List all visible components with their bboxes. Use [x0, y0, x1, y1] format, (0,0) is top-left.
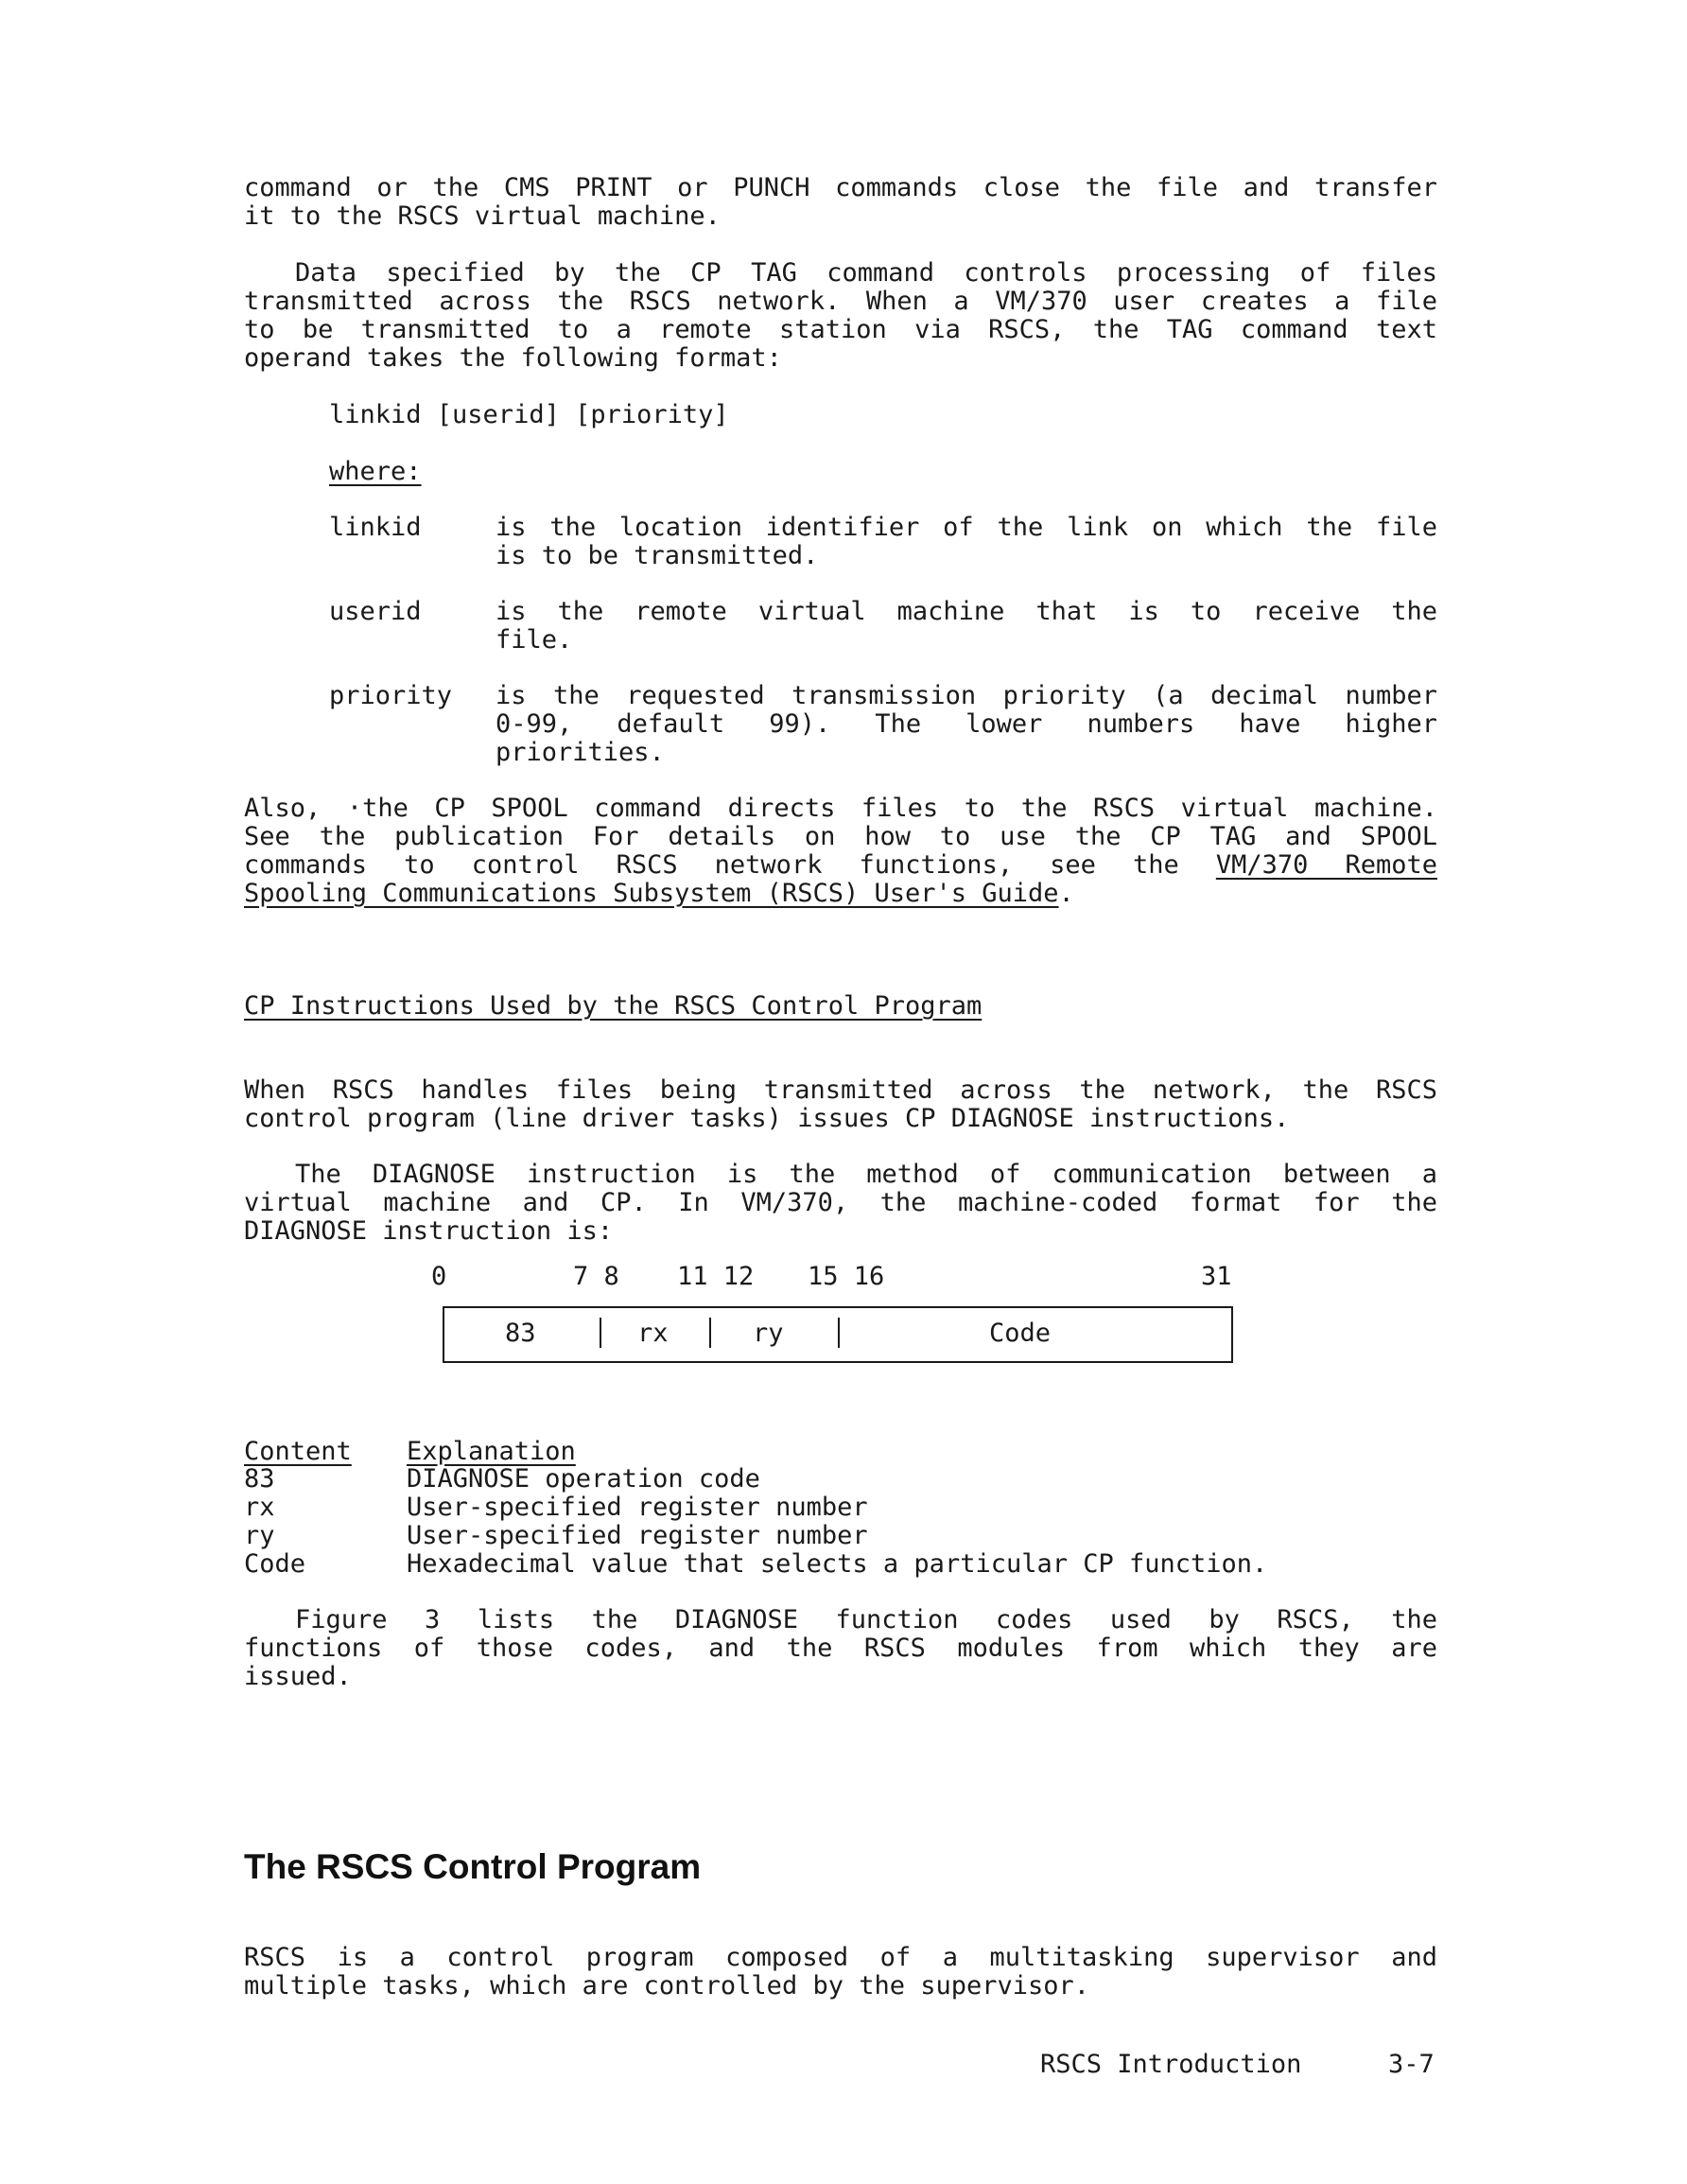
field-separator-2 — [709, 1318, 711, 1348]
field-opcode: 83 — [505, 1319, 536, 1348]
tag-format-line: linkid [userid] [priority] — [329, 400, 729, 429]
operand-def-priority-line-1: is the requested transmission priority (a decimal number — [496, 681, 1437, 710]
diagnose-paragraph-line-3: DIAGNOSE instruction is: — [244, 1216, 614, 1246]
rscs-handles-line-1: When RSCS handles files being transmitted across the network, the RSCS — [244, 1075, 1437, 1105]
tag-paragraph-line-4: operand takes the following format: — [244, 343, 782, 373]
table-header-content: Content — [244, 1437, 352, 1466]
figure-paragraph-line-1: Figure 3 lists the DIAGNOSE function codes used by RSCS, the — [295, 1605, 1437, 1634]
table-cell-explanation: User-specified register number — [407, 1493, 868, 1522]
operand-def-userid-line-1: is the remote virtual machine that is to receive the — [496, 597, 1437, 626]
operand-term-userid: userid — [329, 597, 422, 626]
cp-instructions-heading: CP Instructions Used by the RSCS Control Program — [244, 991, 983, 1021]
tag-paragraph-line-3: to be transmitted to a remote station via RSCS, the TAG command text — [244, 315, 1437, 344]
table-cell-content: Code — [244, 1549, 306, 1579]
spool-paragraph-line-2: See the publication For details on how to use the CP TAG and SPOOL — [244, 822, 1437, 851]
bit-label-7-8: 7 8 — [573, 1262, 619, 1291]
tag-paragraph-line-1: Data specified by the CP TAG command controls processing of files — [295, 258, 1437, 288]
spool-paragraph-line-4 — [244, 880, 1074, 908]
table-cell-explanation: Hexadecimal value that selects a particular CP function. — [407, 1549, 1268, 1579]
bit-label-11-12: 11 12 — [677, 1262, 755, 1291]
footer-page-number: 3-7 — [1388, 2050, 1435, 2079]
table-cell-content: ry — [244, 1521, 275, 1550]
field-ry: ry — [753, 1319, 784, 1348]
table-cell-content: rx — [244, 1493, 275, 1522]
spool-line-4-suffix: . — [1058, 879, 1074, 908]
control-paragraph-line-2: multiple tasks, which are controlled by the supervisor. — [244, 1971, 1090, 2001]
publication-title-part-1: VM/370 Remote — [1215, 850, 1437, 880]
table-cell-content: 83 — [244, 1464, 275, 1494]
operand-term-linkid: linkid — [329, 513, 422, 542]
section-heading: The RSCS Control Program — [244, 1847, 702, 1886]
operand-def-linkid-line-1: is the location identifier of the link on which the file — [496, 513, 1437, 542]
tag-paragraph-line-2: transmitted across the RSCS network. When a VM/370 user creates a file — [244, 287, 1437, 316]
control-paragraph-line-1: RSCS is a control program composed of a multitasking supervisor and — [244, 1943, 1437, 1972]
operand-def-userid-line-2: file. — [496, 625, 573, 655]
operand-def-priority-line-2: 0-99, default 99). The lower numbers have higher — [496, 709, 1437, 739]
publication-title-part-2: Spooling Communications Subsystem (RSCS) User's Guide — [244, 879, 1059, 908]
bit-label-0: 0 — [431, 1262, 447, 1291]
bit-label-31: 31 — [1201, 1262, 1232, 1291]
bit-label-15-16: 15 16 — [808, 1262, 885, 1291]
spool-paragraph-line-3 — [244, 851, 1437, 880]
table-cell-explanation: User-specified register number — [407, 1521, 868, 1550]
table-header-explanation: Explanation — [407, 1437, 576, 1466]
intro-line-1: command or the CMS PRINT or PUNCH commands close the file and transfer — [244, 173, 1437, 202]
footer-section-title: RSCS Introduction — [1040, 2050, 1302, 2079]
diagnose-format-diagram — [431, 1263, 1244, 1376]
diagnose-paragraph-line-1: The DIAGNOSE instruction is the method of communication between a — [295, 1160, 1437, 1189]
operand-def-priority-line-3: priorities. — [496, 738, 665, 767]
intro-line-2: it to the RSCS virtual machine. — [244, 201, 721, 231]
where-label: where: — [329, 457, 422, 486]
operand-term-priority: priority — [329, 681, 453, 710]
figure-paragraph-line-2: functions of those codes, and the RSCS modules from which they are — [244, 1634, 1437, 1663]
field-code: Code — [989, 1319, 1052, 1348]
table-cell-explanation: DIAGNOSE operation code — [407, 1464, 760, 1494]
spool-line-3-text: commands to control RSCS network functions, see the — [244, 850, 1179, 880]
field-separator-1 — [600, 1318, 601, 1348]
rscs-handles-line-2: control program (line driver tasks) issues CP DIAGNOSE instructions. — [244, 1104, 1290, 1133]
operand-def-linkid-line-2: is to be transmitted. — [496, 541, 819, 570]
field-separator-3 — [838, 1318, 840, 1348]
spool-paragraph-line-1: Also, ·the CP SPOOL command directs files to the RSCS virtual machine. — [244, 794, 1437, 823]
figure-paragraph-line-3: issued. — [244, 1662, 352, 1691]
field-rx: rx — [637, 1319, 669, 1348]
diagnose-paragraph-line-2: virtual machine and CP. In VM/370, the machine-coded format for the — [244, 1188, 1437, 1217]
